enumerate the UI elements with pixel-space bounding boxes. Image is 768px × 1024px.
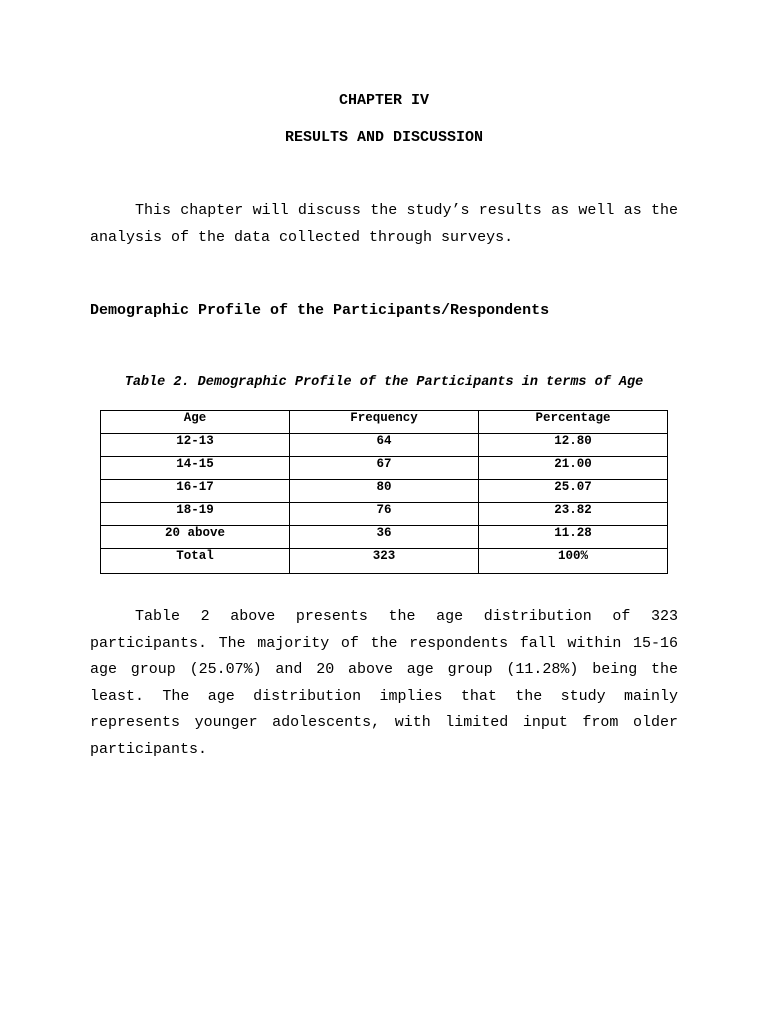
discussion-paragraph: [90, 604, 678, 763]
table-row: [101, 457, 668, 480]
table-row: [101, 480, 668, 503]
header-frequency: Frequency: [290, 411, 479, 434]
frequency-cell: 64: [290, 434, 479, 457]
frequency-cell: 36: [290, 526, 479, 549]
age-cell: 18-19: [101, 503, 290, 526]
total-frequency-cell: 323: [290, 549, 479, 574]
age-cell: 16-17: [101, 480, 290, 503]
percentage-cell: 25.07: [479, 480, 668, 503]
percentage-cell: 21.00: [479, 457, 668, 480]
age-distribution-table: [100, 410, 668, 574]
table-header-row: [101, 411, 668, 434]
age-cell: 14-15: [101, 457, 290, 480]
table-row: [101, 526, 668, 549]
discussion-text: Table 2 above presents the age distribution of 323 participants. The majority of the respondents fall within 15-16 age group (25.07%) and 20 above age group (11.28%) being the least. The age distribution implies that the study mainly represents younger adolescents, with limited input from older participants.: [90, 608, 678, 758]
frequency-cell: 80: [290, 480, 479, 503]
intro-paragraph: [90, 198, 678, 251]
age-cell: 12-13: [101, 434, 290, 457]
age-cell: 20 above: [101, 526, 290, 549]
percentage-cell: 12.80: [479, 434, 668, 457]
percentage-cell: 11.28: [479, 526, 668, 549]
header-percentage: Percentage: [479, 411, 668, 434]
table-row: [101, 503, 668, 526]
table-caption: Table 2. Demographic Profile of the Participants in terms of Age: [124, 375, 644, 390]
total-label-cell: Total: [101, 549, 290, 574]
frequency-cell: 76: [290, 503, 479, 526]
frequency-cell: 67: [290, 457, 479, 480]
chapter-title: RESULTS AND DISCUSSION: [284, 129, 484, 146]
header-age: Age: [101, 411, 290, 434]
percentage-cell: 23.82: [479, 503, 668, 526]
chapter-label: CHAPTER IV: [338, 92, 429, 109]
table-total-row: [101, 549, 668, 574]
total-percentage-cell: 100%: [479, 549, 668, 574]
intro-text: This chapter will discuss the study’s results as well as the analysis of the data collected through surveys.: [90, 202, 678, 246]
table-row: [101, 434, 668, 457]
subsection-heading: Demographic Profile of the Participants/Respondents: [90, 302, 550, 319]
